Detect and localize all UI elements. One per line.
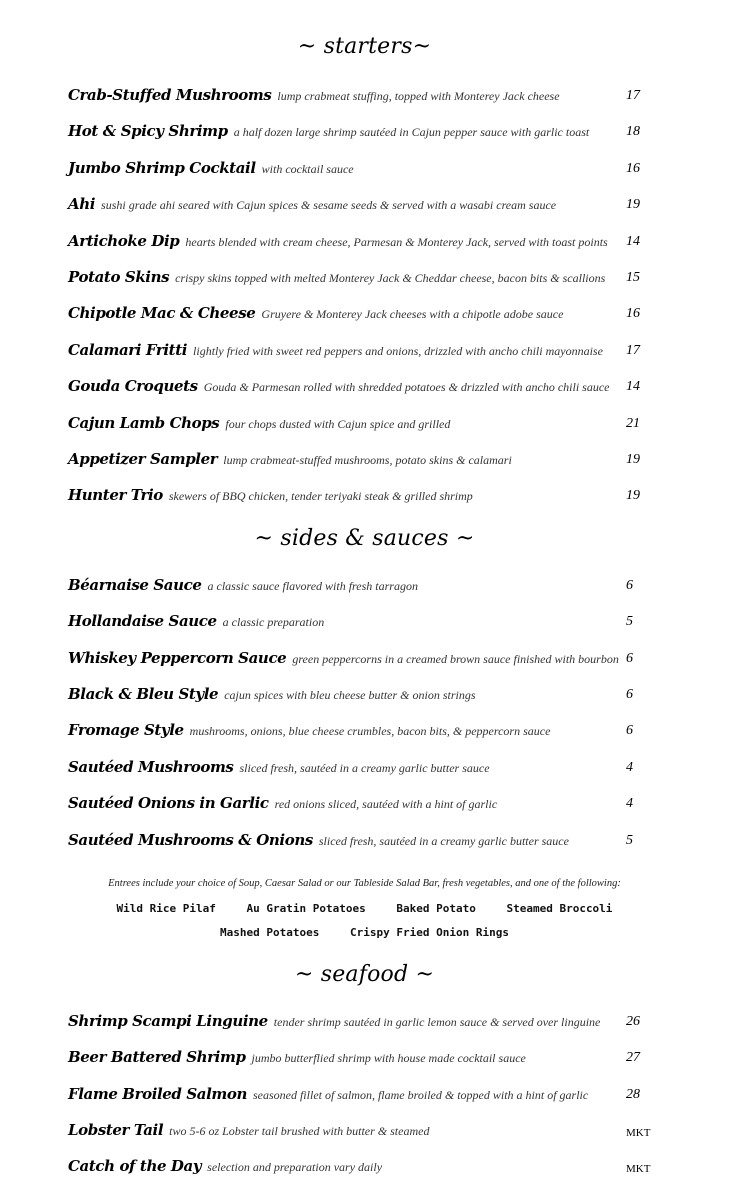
menu-item <box>68 1044 668 1068</box>
item-description: hearts blended with cream cheese, Parmesan & Monterey Jack, served with toast points <box>185 235 608 249</box>
item-description: two 5-6 oz Lobster tail brushed with butter & steamed <box>169 1124 430 1138</box>
item-price: 6 <box>626 687 633 702</box>
item-name: Hollandaise Sauce a classic preparation <box>68 612 325 630</box>
menu-item <box>68 790 668 814</box>
item-price: 4 <box>626 760 633 775</box>
sides-title: ~ sides & sauces ~ <box>254 526 475 551</box>
item-description: a classic sauce flavored with fresh tarragon <box>207 579 418 593</box>
item-name: Calamari Fritti lightly fried with sweet red peppers and onions, drizzled with ancho chili mayonnaise <box>68 341 603 359</box>
item-price: MKT <box>626 1127 651 1139</box>
item-description: lightly fried with sweet red peppers and onions, drizzled with ancho chili mayonnaise <box>193 344 603 358</box>
item-price: 14 <box>626 234 640 249</box>
side-option: Crispy Fried Onion Rings <box>350 926 509 939</box>
item-name: Sautéed Mushrooms & Onions sliced fresh, sautéed in a creamy garlic butter sauce <box>68 831 569 849</box>
menu-item <box>68 82 668 106</box>
menu-item <box>68 1008 668 1032</box>
menu-item <box>68 827 668 851</box>
menu-item <box>68 1081 668 1105</box>
item-name: Appetizer Sampler lump crabmeat-stuffed mushrooms, potato skins & calamari <box>68 450 512 468</box>
menu-item <box>68 373 668 397</box>
item-price: 18 <box>626 124 640 139</box>
item-name: Sautéed Mushrooms sliced fresh, sautéed in a creamy garlic butter sauce <box>68 758 490 776</box>
seafood-title: ~ seafood ~ <box>294 962 435 987</box>
item-description: sushi grade ahi seared with Cajun spices & sesame seeds & served with a wasabi cream sauce <box>101 198 557 212</box>
item-description: crispy skins topped with melted Monterey Jack & Cheddar cheese, bacon bits & scallions <box>175 271 606 285</box>
item-name: Black & Bleu Style cajun spices with bleu cheese butter & onion strings <box>68 685 476 703</box>
item-name: Crab-Stuffed Mushrooms lump crabmeat stuffing, topped with Monterey Jack cheese <box>68 86 560 104</box>
item-name: Chipotle Mac & Cheese Gruyere & Monterey Jack cheeses with a chipotle adobe sauce <box>68 304 564 322</box>
side-option: Steamed Broccoli <box>506 902 613 915</box>
menu-item <box>68 118 668 142</box>
starters-title: ~ starters~ <box>297 34 432 59</box>
item-price: MKT <box>626 1163 651 1175</box>
item-name: Lobster Tail two 5-6 oz Lobster tail brushed with butter & steamed <box>68 1121 430 1139</box>
side-option: Wild Rice Pilaf <box>116 902 216 915</box>
item-name: Béarnaise Sauce a classic sauce flavored with fresh tarragon <box>68 576 418 594</box>
item-name: Ahi sushi grade ahi seared with Cajun spices & sesame seeds & served with a wasabi cream sauce <box>68 195 557 213</box>
item-name: Catch of the Day selection and preparation vary daily <box>68 1157 383 1175</box>
item-description: tender shrimp sautéed in garlic lemon sauce & served over linguine <box>273 1015 601 1029</box>
item-price: 16 <box>626 306 640 321</box>
item-description: a classic preparation <box>222 615 325 629</box>
item-price: 27 <box>626 1050 640 1065</box>
side-options-row-1 <box>0 902 729 915</box>
item-name: Sautéed Onions in Garlic red onions sliced, sautéed with a hint of garlic <box>68 794 498 812</box>
item-name: Fromage Style mushrooms, onions, blue cheese crumbles, bacon bits, & peppercorn sauce <box>68 721 551 739</box>
side-option: Mashed Potatoes <box>220 926 320 939</box>
menu-item <box>68 572 668 596</box>
item-name: Beer Battered Shrimp jumbo butterflied shrimp with house made cocktail sauce <box>68 1048 526 1066</box>
item-description: sliced fresh, sautéed in a creamy garlic butter sauce <box>318 834 569 848</box>
menu-item <box>68 754 668 778</box>
menu-item <box>68 337 668 361</box>
item-price: 16 <box>626 161 640 176</box>
item-name: Artichoke Dip hearts blended with cream cheese, Parmesan & Monterey Jack, served with toast points <box>68 232 608 250</box>
item-price: 19 <box>626 452 640 467</box>
item-description: lump crabmeat stuffing, topped with Monterey Jack cheese <box>277 89 560 103</box>
item-price: 4 <box>626 796 633 811</box>
side-option: Au Gratin Potatoes <box>246 902 366 915</box>
item-description: green peppercorns in a creamed brown sauce finished with bourbon <box>292 652 619 666</box>
item-name: Potato Skins crispy skins topped with melted Monterey Jack & Cheddar cheese, bacon bits & scallions <box>68 268 606 286</box>
item-price: 5 <box>626 833 633 848</box>
item-price: 6 <box>626 651 633 666</box>
item-description: a half dozen large shrimp sautéed in Cajun pepper sauce with garlic toast <box>233 125 590 139</box>
item-price: 21 <box>626 416 640 431</box>
item-name: Cajun Lamb Chops four chops dusted with Cajun spice and grilled <box>68 414 451 432</box>
menu-item <box>68 410 668 434</box>
menu-item <box>68 645 668 669</box>
item-description: selection and preparation vary daily <box>207 1160 383 1174</box>
item-price: 6 <box>626 723 633 738</box>
menu-item <box>68 608 668 632</box>
item-description: seasoned fillet of salmon, flame broiled & topped with a hint of garlic <box>252 1088 589 1102</box>
item-description: mushrooms, onions, blue cheese crumbles, bacon bits, & peppercorn sauce <box>189 724 551 738</box>
item-description: with cocktail sauce <box>261 162 354 176</box>
menu-item <box>68 228 668 252</box>
menu-item <box>68 717 668 741</box>
menu-item <box>68 446 668 470</box>
item-price: 15 <box>626 270 640 285</box>
menu-item <box>68 1117 668 1141</box>
item-description: Gruyere & Monterey Jack cheeses with a chipotle adobe sauce <box>261 307 564 321</box>
menu-item <box>68 264 668 288</box>
menu-item <box>68 482 668 506</box>
item-price: 6 <box>626 578 633 593</box>
item-price: 17 <box>626 88 640 103</box>
item-name: Hot & Spicy Shrimp a half dozen large shrimp sautéed in Cajun pepper sauce with garlic toast <box>68 122 590 140</box>
menu-item <box>68 1153 668 1177</box>
entree-note: Entrees include your choice of Soup, Caesar Salad or our Tableside Salad Bar, fresh vegetables, and one of the following: <box>108 878 621 889</box>
menu-item <box>68 155 668 179</box>
side-option: Baked Potato <box>396 902 476 915</box>
item-description: Gouda & Parmesan rolled with shredded potatoes & drizzled with ancho chili sauce <box>203 380 610 394</box>
item-price: 26 <box>626 1014 640 1029</box>
item-description: sliced fresh, sautéed in a creamy garlic butter sauce <box>239 761 490 775</box>
item-name: Shrimp Scampi Linguine tender shrimp sautéed in garlic lemon sauce & served over linguine <box>68 1012 601 1030</box>
menu-item <box>68 191 668 215</box>
item-description: jumbo butterflied shrimp with house made cocktail sauce <box>251 1051 526 1065</box>
item-name: Whiskey Peppercorn Sauce green peppercorns in a creamed brown sauce finished with bourbon <box>68 649 619 667</box>
item-price: 19 <box>626 197 640 212</box>
item-price: 17 <box>626 343 640 358</box>
item-description: lump crabmeat-stuffed mushrooms, potato skins & calamari <box>223 453 512 467</box>
item-price: 14 <box>626 379 640 394</box>
item-price: 28 <box>626 1087 640 1102</box>
item-name: Gouda Croquets Gouda & Parmesan rolled with shredded potatoes & drizzled with ancho chili sauce <box>68 377 610 395</box>
item-name: Jumbo Shrimp Cocktail with cocktail sauce <box>68 159 354 177</box>
item-name: Hunter Trio skewers of BBQ chicken, tender teriyaki steak & grilled shrimp <box>68 486 473 504</box>
item-description: skewers of BBQ chicken, tender teriyaki steak & grilled shrimp <box>168 489 473 503</box>
menu-item <box>68 300 668 324</box>
side-options-row-2 <box>0 926 729 939</box>
item-description: red onions sliced, sautéed with a hint of garlic <box>274 797 498 811</box>
item-description: four chops dusted with Cajun spice and grilled <box>225 417 451 431</box>
item-price: 5 <box>626 614 633 629</box>
item-price: 19 <box>626 488 640 503</box>
item-description: cajun spices with bleu cheese butter & onion strings <box>224 688 476 702</box>
item-name: Flame Broiled Salmon seasoned fillet of salmon, flame broiled & topped with a hint of garlic <box>68 1085 589 1103</box>
menu-item <box>68 681 668 705</box>
